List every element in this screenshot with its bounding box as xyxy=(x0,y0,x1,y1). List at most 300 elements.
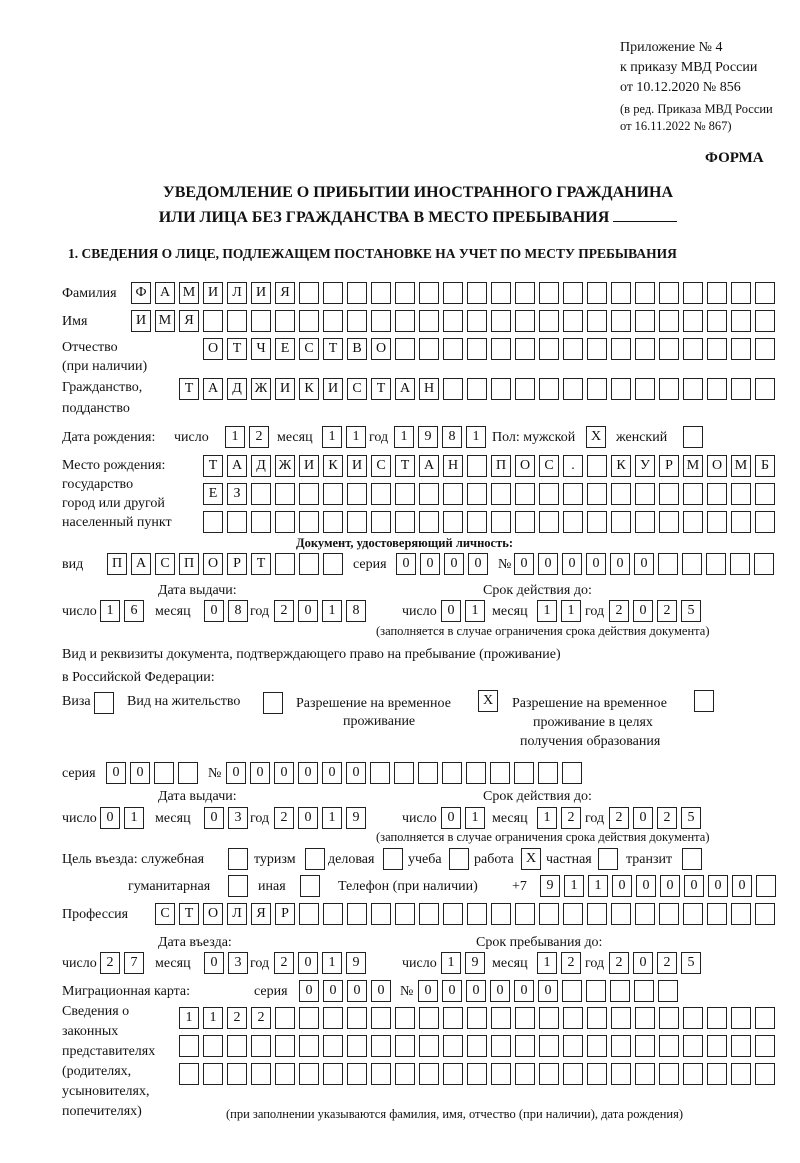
char-cell[interactable]: 0 xyxy=(274,762,294,784)
char-cell[interactable] xyxy=(707,282,727,304)
char-cell[interactable]: 0 xyxy=(204,807,224,829)
char-cell[interactable] xyxy=(443,1063,463,1085)
id-number-field[interactable] xyxy=(514,553,774,575)
char-cell[interactable] xyxy=(611,511,631,533)
char-cell[interactable] xyxy=(611,1007,631,1029)
char-cell[interactable] xyxy=(611,378,631,400)
char-cell[interactable]: 0 xyxy=(204,952,224,974)
char-cell[interactable] xyxy=(539,1035,559,1057)
char-cell[interactable]: Е xyxy=(203,483,223,505)
char-cell[interactable]: 1 xyxy=(100,600,120,622)
char-cell[interactable] xyxy=(467,338,487,360)
char-cell[interactable] xyxy=(299,1007,319,1029)
char-cell[interactable]: 0 xyxy=(298,952,318,974)
char-cell[interactable]: 5 xyxy=(681,807,701,829)
char-cell[interactable]: О xyxy=(203,903,223,925)
char-cell[interactable] xyxy=(538,762,558,784)
char-cell[interactable]: Т xyxy=(251,553,271,575)
char-cell[interactable] xyxy=(755,310,775,332)
char-cell[interactable]: 2 xyxy=(274,807,294,829)
stay-issue-month-field[interactable] xyxy=(204,807,248,829)
char-cell[interactable] xyxy=(587,455,607,477)
char-cell[interactable]: Я xyxy=(275,282,295,304)
char-cell[interactable]: 0 xyxy=(442,980,462,1002)
char-cell[interactable] xyxy=(347,903,367,925)
char-cell[interactable]: Б xyxy=(755,455,775,477)
char-cell[interactable]: 0 xyxy=(636,875,656,897)
char-cell[interactable] xyxy=(203,1035,223,1057)
char-cell[interactable] xyxy=(347,511,367,533)
char-cell[interactable] xyxy=(370,762,390,784)
phone-field[interactable] xyxy=(540,875,776,897)
char-cell[interactable] xyxy=(707,1035,727,1057)
id-issue-month-field[interactable] xyxy=(204,600,248,622)
char-cell[interactable] xyxy=(419,483,439,505)
char-cell[interactable]: В xyxy=(347,338,367,360)
char-cell[interactable] xyxy=(635,903,655,925)
char-cell[interactable] xyxy=(563,378,583,400)
char-cell[interactable] xyxy=(659,903,679,925)
char-cell[interactable] xyxy=(706,553,726,575)
char-cell[interactable] xyxy=(586,980,606,1002)
stay-issue-year-field[interactable] xyxy=(274,807,366,829)
char-cell[interactable] xyxy=(659,378,679,400)
char-cell[interactable]: 1 xyxy=(322,426,342,448)
birth-month-field[interactable] xyxy=(322,426,366,448)
char-cell[interactable]: 9 xyxy=(465,952,485,974)
char-cell[interactable] xyxy=(371,903,391,925)
char-cell[interactable] xyxy=(563,483,583,505)
char-cell[interactable] xyxy=(251,1035,271,1057)
char-cell[interactable]: 0 xyxy=(299,980,319,1002)
profession-field[interactable] xyxy=(155,903,775,925)
char-cell[interactable]: А xyxy=(131,553,151,575)
char-cell[interactable] xyxy=(419,903,439,925)
char-cell[interactable]: 0 xyxy=(634,553,654,575)
char-cell[interactable] xyxy=(443,338,463,360)
char-cell[interactable] xyxy=(587,282,607,304)
char-cell[interactable] xyxy=(611,310,631,332)
char-cell[interactable]: 1 xyxy=(441,952,461,974)
char-cell[interactable]: А xyxy=(227,455,247,477)
char-cell[interactable] xyxy=(731,1035,751,1057)
place-blank[interactable] xyxy=(613,207,677,222)
char-cell[interactable] xyxy=(275,483,295,505)
char-cell[interactable]: 1 xyxy=(124,807,144,829)
temp-res-checkbox[interactable]: X xyxy=(478,690,498,712)
sex-female-checkbox[interactable] xyxy=(683,426,703,448)
birthplace-field-3[interactable] xyxy=(203,511,775,533)
id-valid-month-field[interactable] xyxy=(537,600,581,622)
char-cell[interactable]: 0 xyxy=(371,980,391,1002)
char-cell[interactable] xyxy=(515,1063,535,1085)
name-field[interactable] xyxy=(131,310,775,332)
char-cell[interactable] xyxy=(323,310,343,332)
char-cell[interactable]: 1 xyxy=(179,1007,199,1029)
char-cell[interactable]: 0 xyxy=(420,553,440,575)
char-cell[interactable] xyxy=(251,1063,271,1085)
reps-field-3[interactable] xyxy=(179,1063,775,1085)
entry-day-field[interactable] xyxy=(100,952,144,974)
char-cell[interactable] xyxy=(395,903,415,925)
char-cell[interactable] xyxy=(635,338,655,360)
char-cell[interactable]: 0 xyxy=(612,875,632,897)
char-cell[interactable]: Т xyxy=(323,338,343,360)
char-cell[interactable] xyxy=(539,511,559,533)
char-cell[interactable]: 7 xyxy=(124,952,144,974)
char-cell[interactable]: 2 xyxy=(657,807,677,829)
char-cell[interactable]: С xyxy=(347,378,367,400)
char-cell[interactable] xyxy=(563,1007,583,1029)
id-valid-year-field[interactable] xyxy=(609,600,701,622)
char-cell[interactable] xyxy=(491,378,511,400)
char-cell[interactable] xyxy=(515,511,535,533)
char-cell[interactable]: А xyxy=(395,378,415,400)
char-cell[interactable] xyxy=(443,282,463,304)
char-cell[interactable]: 1 xyxy=(537,952,557,974)
char-cell[interactable]: 0 xyxy=(418,980,438,1002)
char-cell[interactable] xyxy=(514,762,534,784)
char-cell[interactable] xyxy=(683,1063,703,1085)
char-cell[interactable] xyxy=(635,1035,655,1057)
char-cell[interactable] xyxy=(563,511,583,533)
char-cell[interactable]: С xyxy=(155,903,175,925)
char-cell[interactable] xyxy=(587,903,607,925)
char-cell[interactable]: П xyxy=(491,455,511,477)
char-cell[interactable] xyxy=(563,338,583,360)
char-cell[interactable]: 1 xyxy=(537,807,557,829)
char-cell[interactable] xyxy=(635,483,655,505)
char-cell[interactable]: 3 xyxy=(228,807,248,829)
char-cell[interactable] xyxy=(490,762,510,784)
char-cell[interactable] xyxy=(562,980,582,1002)
char-cell[interactable] xyxy=(323,483,343,505)
char-cell[interactable]: 0 xyxy=(562,553,582,575)
char-cell[interactable] xyxy=(299,511,319,533)
char-cell[interactable] xyxy=(635,1063,655,1085)
char-cell[interactable] xyxy=(203,1063,223,1085)
stay-valid-day-field[interactable] xyxy=(441,807,485,829)
char-cell[interactable] xyxy=(755,378,775,400)
char-cell[interactable]: 0 xyxy=(633,807,653,829)
char-cell[interactable] xyxy=(467,511,487,533)
char-cell[interactable] xyxy=(755,1007,775,1029)
char-cell[interactable]: 0 xyxy=(347,980,367,1002)
char-cell[interactable] xyxy=(755,1035,775,1057)
char-cell[interactable] xyxy=(731,483,751,505)
char-cell[interactable] xyxy=(659,511,679,533)
char-cell[interactable] xyxy=(419,1063,439,1085)
char-cell[interactable] xyxy=(299,483,319,505)
char-cell[interactable]: О xyxy=(203,553,223,575)
char-cell[interactable] xyxy=(683,1007,703,1029)
char-cell[interactable] xyxy=(635,511,655,533)
char-cell[interactable] xyxy=(178,762,198,784)
char-cell[interactable]: И xyxy=(275,378,295,400)
char-cell[interactable]: 1 xyxy=(203,1007,223,1029)
char-cell[interactable]: 0 xyxy=(298,807,318,829)
char-cell[interactable] xyxy=(466,762,486,784)
char-cell[interactable] xyxy=(347,1063,367,1085)
char-cell[interactable] xyxy=(587,310,607,332)
char-cell[interactable] xyxy=(539,310,559,332)
char-cell[interactable] xyxy=(635,282,655,304)
char-cell[interactable] xyxy=(563,1035,583,1057)
char-cell[interactable] xyxy=(491,511,511,533)
char-cell[interactable] xyxy=(611,903,631,925)
char-cell[interactable]: 0 xyxy=(250,762,270,784)
char-cell[interactable]: 2 xyxy=(561,807,581,829)
char-cell[interactable] xyxy=(755,1063,775,1085)
temp-edu-checkbox[interactable] xyxy=(694,690,714,712)
char-cell[interactable] xyxy=(539,1007,559,1029)
char-cell[interactable] xyxy=(419,338,439,360)
char-cell[interactable] xyxy=(587,338,607,360)
char-cell[interactable]: 9 xyxy=(346,807,366,829)
char-cell[interactable] xyxy=(610,980,630,1002)
char-cell[interactable] xyxy=(491,1063,511,1085)
char-cell[interactable] xyxy=(347,282,367,304)
char-cell[interactable] xyxy=(731,310,751,332)
char-cell[interactable]: Т xyxy=(227,338,247,360)
char-cell[interactable]: 2 xyxy=(657,600,677,622)
char-cell[interactable]: Я xyxy=(251,903,271,925)
char-cell[interactable]: 5 xyxy=(681,952,701,974)
char-cell[interactable]: 0 xyxy=(490,980,510,1002)
char-cell[interactable]: 1 xyxy=(537,600,557,622)
char-cell[interactable] xyxy=(395,338,415,360)
char-cell[interactable]: 0 xyxy=(466,980,486,1002)
char-cell[interactable]: 0 xyxy=(633,952,653,974)
char-cell[interactable]: 1 xyxy=(561,600,581,622)
char-cell[interactable] xyxy=(659,338,679,360)
char-cell[interactable]: М xyxy=(683,455,703,477)
char-cell[interactable] xyxy=(299,553,319,575)
char-cell[interactable] xyxy=(707,511,727,533)
char-cell[interactable]: Ж xyxy=(251,378,271,400)
char-cell[interactable] xyxy=(395,1063,415,1085)
char-cell[interactable]: 1 xyxy=(322,807,342,829)
char-cell[interactable]: 0 xyxy=(298,600,318,622)
char-cell[interactable] xyxy=(611,338,631,360)
reps-field-2[interactable] xyxy=(179,1035,775,1057)
char-cell[interactable] xyxy=(227,310,247,332)
char-cell[interactable]: Я xyxy=(179,310,199,332)
stay-number-field[interactable] xyxy=(226,762,582,784)
char-cell[interactable] xyxy=(515,1007,535,1029)
surname-field[interactable] xyxy=(131,282,775,304)
char-cell[interactable]: К xyxy=(611,455,631,477)
char-cell[interactable] xyxy=(419,1035,439,1057)
char-cell[interactable] xyxy=(755,338,775,360)
char-cell[interactable] xyxy=(587,378,607,400)
char-cell[interactable] xyxy=(347,483,367,505)
char-cell[interactable] xyxy=(347,310,367,332)
char-cell[interactable] xyxy=(587,1035,607,1057)
char-cell[interactable] xyxy=(467,1007,487,1029)
char-cell[interactable]: П xyxy=(107,553,127,575)
char-cell[interactable] xyxy=(659,282,679,304)
char-cell[interactable]: 0 xyxy=(226,762,246,784)
char-cell[interactable]: 2 xyxy=(227,1007,247,1029)
char-cell[interactable]: О xyxy=(371,338,391,360)
char-cell[interactable]: 2 xyxy=(249,426,269,448)
char-cell[interactable] xyxy=(707,483,727,505)
citizenship-field[interactable] xyxy=(179,378,775,400)
char-cell[interactable] xyxy=(659,483,679,505)
char-cell[interactable] xyxy=(491,282,511,304)
char-cell[interactable] xyxy=(251,511,271,533)
reps-field-1[interactable] xyxy=(179,1007,775,1029)
char-cell[interactable] xyxy=(683,1035,703,1057)
char-cell[interactable] xyxy=(251,310,271,332)
char-cell[interactable] xyxy=(562,762,582,784)
birth-year-field[interactable] xyxy=(394,426,486,448)
char-cell[interactable] xyxy=(539,1063,559,1085)
char-cell[interactable]: 2 xyxy=(274,600,294,622)
char-cell[interactable] xyxy=(515,483,535,505)
patronymic-field[interactable] xyxy=(203,338,775,360)
char-cell[interactable] xyxy=(299,1063,319,1085)
char-cell[interactable]: 8 xyxy=(346,600,366,622)
char-cell[interactable]: 1 xyxy=(394,426,414,448)
char-cell[interactable] xyxy=(707,1007,727,1029)
char-cell[interactable] xyxy=(419,310,439,332)
char-cell[interactable]: К xyxy=(323,455,343,477)
char-cell[interactable]: 0 xyxy=(298,762,318,784)
char-cell[interactable]: О xyxy=(203,338,223,360)
entry-year-field[interactable] xyxy=(274,952,366,974)
char-cell[interactable]: 0 xyxy=(610,553,630,575)
char-cell[interactable] xyxy=(539,282,559,304)
char-cell[interactable] xyxy=(323,1035,343,1057)
char-cell[interactable] xyxy=(515,903,535,925)
purpose-tourism-checkbox[interactable] xyxy=(305,848,325,870)
char-cell[interactable] xyxy=(731,511,751,533)
char-cell[interactable]: 0 xyxy=(346,762,366,784)
char-cell[interactable] xyxy=(395,483,415,505)
char-cell[interactable] xyxy=(635,310,655,332)
char-cell[interactable]: 9 xyxy=(418,426,438,448)
char-cell[interactable]: А xyxy=(155,282,175,304)
char-cell[interactable] xyxy=(682,553,702,575)
purpose-business-checkbox[interactable] xyxy=(383,848,403,870)
char-cell[interactable] xyxy=(203,511,223,533)
char-cell[interactable]: Р xyxy=(227,553,247,575)
char-cell[interactable] xyxy=(635,378,655,400)
char-cell[interactable] xyxy=(491,1007,511,1029)
char-cell[interactable]: Н xyxy=(443,455,463,477)
char-cell[interactable] xyxy=(755,511,775,533)
char-cell[interactable] xyxy=(323,282,343,304)
char-cell[interactable] xyxy=(419,282,439,304)
char-cell[interactable]: 0 xyxy=(732,875,752,897)
char-cell[interactable] xyxy=(755,483,775,505)
char-cell[interactable]: . xyxy=(563,455,583,477)
char-cell[interactable]: 0 xyxy=(684,875,704,897)
char-cell[interactable]: 0 xyxy=(204,600,224,622)
char-cell[interactable]: П xyxy=(179,553,199,575)
char-cell[interactable]: 9 xyxy=(540,875,560,897)
char-cell[interactable] xyxy=(443,310,463,332)
char-cell[interactable] xyxy=(419,1007,439,1029)
char-cell[interactable] xyxy=(683,282,703,304)
char-cell[interactable] xyxy=(731,378,751,400)
birthplace-field-2[interactable] xyxy=(203,483,775,505)
char-cell[interactable]: 2 xyxy=(609,952,629,974)
char-cell[interactable]: И xyxy=(299,455,319,477)
char-cell[interactable] xyxy=(419,511,439,533)
stay-valid-year-field[interactable] xyxy=(609,807,701,829)
char-cell[interactable]: 1 xyxy=(322,600,342,622)
visa-checkbox[interactable] xyxy=(94,692,114,714)
char-cell[interactable] xyxy=(539,338,559,360)
char-cell[interactable] xyxy=(539,378,559,400)
char-cell[interactable] xyxy=(443,378,463,400)
char-cell[interactable] xyxy=(707,903,727,925)
char-cell[interactable] xyxy=(658,980,678,1002)
char-cell[interactable] xyxy=(371,483,391,505)
char-cell[interactable]: И xyxy=(251,282,271,304)
char-cell[interactable] xyxy=(563,903,583,925)
char-cell[interactable]: Н xyxy=(419,378,439,400)
char-cell[interactable]: 1 xyxy=(588,875,608,897)
char-cell[interactable] xyxy=(179,1063,199,1085)
char-cell[interactable] xyxy=(731,1063,751,1085)
char-cell[interactable] xyxy=(179,1035,199,1057)
char-cell[interactable] xyxy=(683,511,703,533)
char-cell[interactable]: 6 xyxy=(124,600,144,622)
char-cell[interactable] xyxy=(395,1035,415,1057)
char-cell[interactable]: Ж xyxy=(275,455,295,477)
char-cell[interactable]: 0 xyxy=(514,980,534,1002)
mc-series-field[interactable] xyxy=(299,980,391,1002)
char-cell[interactable]: С xyxy=(299,338,319,360)
char-cell[interactable] xyxy=(395,310,415,332)
char-cell[interactable] xyxy=(491,903,511,925)
char-cell[interactable]: Ф xyxy=(131,282,151,304)
birthplace-field-1[interactable] xyxy=(203,455,775,477)
char-cell[interactable] xyxy=(611,1035,631,1057)
char-cell[interactable] xyxy=(275,1063,295,1085)
char-cell[interactable] xyxy=(491,1035,511,1057)
char-cell[interactable] xyxy=(394,762,414,784)
char-cell[interactable] xyxy=(323,1063,343,1085)
char-cell[interactable] xyxy=(730,553,750,575)
char-cell[interactable]: 1 xyxy=(346,426,366,448)
char-cell[interactable] xyxy=(683,378,703,400)
char-cell[interactable] xyxy=(731,1007,751,1029)
char-cell[interactable]: Л xyxy=(227,282,247,304)
char-cell[interactable]: З xyxy=(227,483,247,505)
char-cell[interactable] xyxy=(707,310,727,332)
char-cell[interactable] xyxy=(563,1063,583,1085)
char-cell[interactable] xyxy=(443,1007,463,1029)
char-cell[interactable]: 0 xyxy=(660,875,680,897)
char-cell[interactable] xyxy=(299,282,319,304)
char-cell[interactable] xyxy=(203,310,223,332)
char-cell[interactable] xyxy=(754,553,774,575)
char-cell[interactable] xyxy=(491,483,511,505)
char-cell[interactable] xyxy=(707,338,727,360)
char-cell[interactable]: Д xyxy=(227,378,247,400)
char-cell[interactable]: И xyxy=(131,310,151,332)
char-cell[interactable]: 0 xyxy=(322,762,342,784)
char-cell[interactable]: 1 xyxy=(564,875,584,897)
char-cell[interactable]: 0 xyxy=(586,553,606,575)
char-cell[interactable]: 0 xyxy=(130,762,150,784)
char-cell[interactable] xyxy=(275,1007,295,1029)
